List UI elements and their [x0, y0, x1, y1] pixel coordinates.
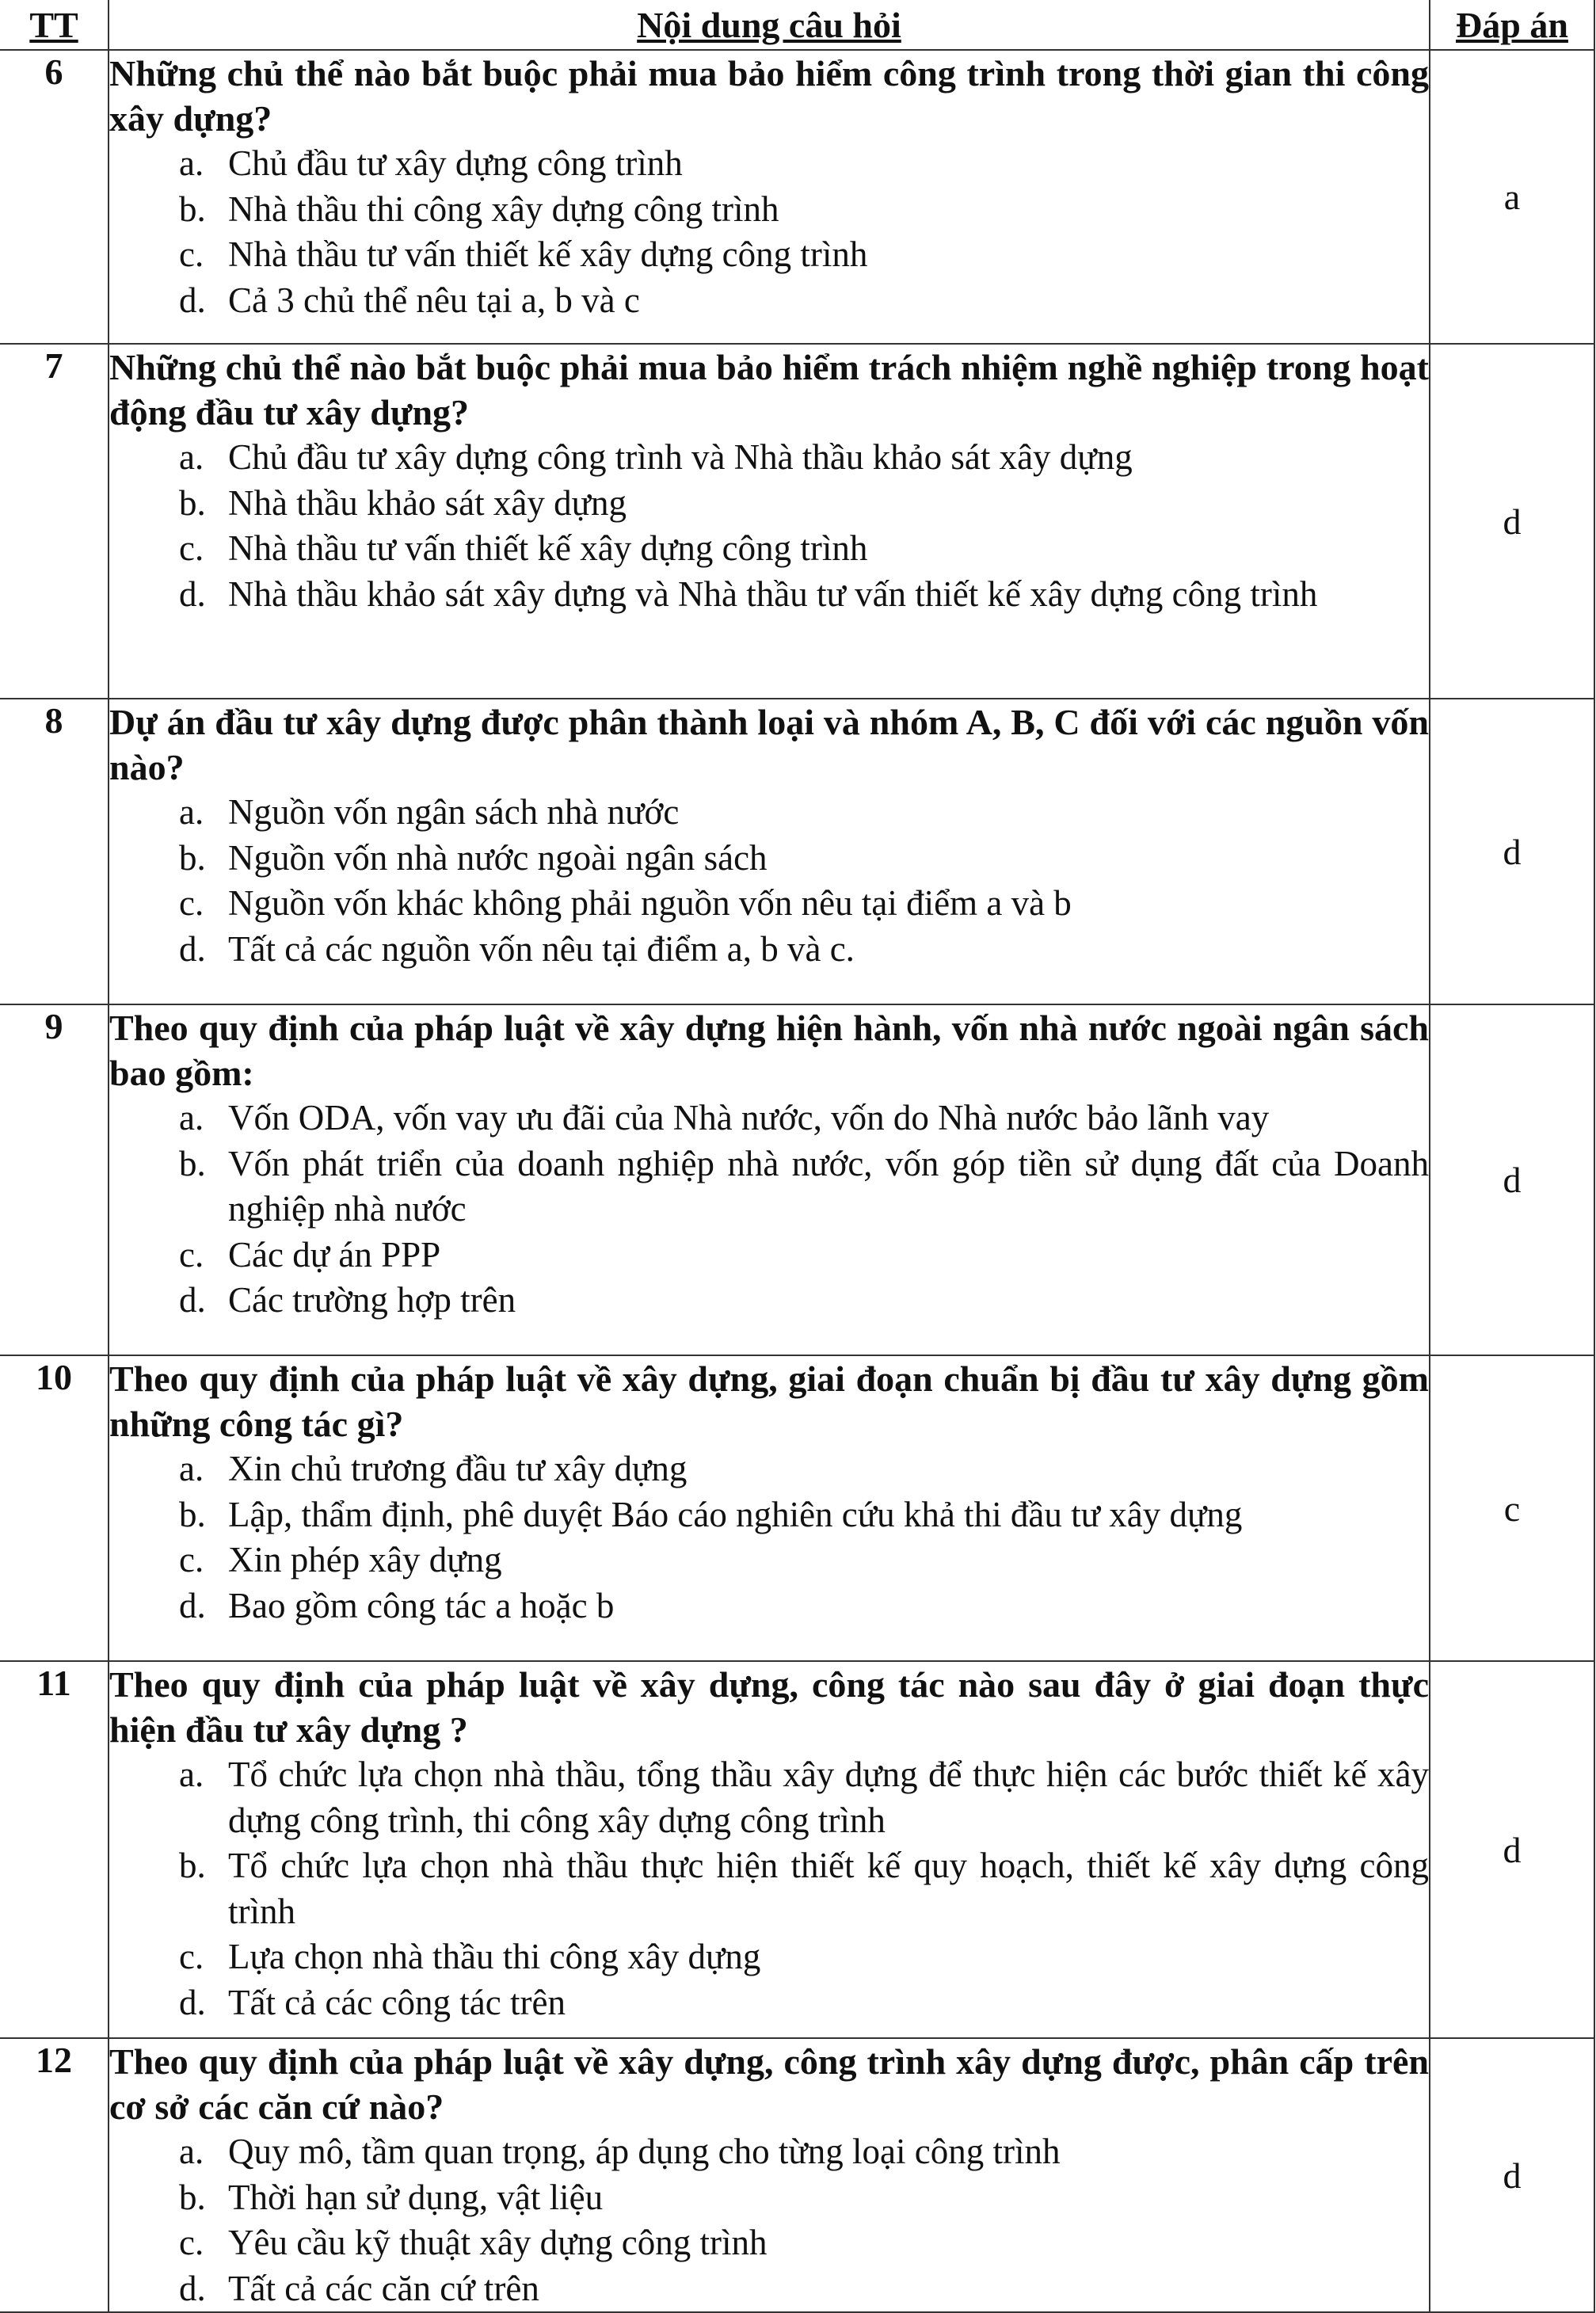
- option-list: [109, 1446, 1429, 1629]
- header-answer: Đáp án: [1430, 0, 1594, 50]
- option-text: Nguồn vốn khác không phải nguồn vốn nêu tại điểm a và b: [228, 883, 1072, 923]
- option-list: [109, 435, 1429, 617]
- option-label: b.: [179, 482, 206, 523]
- question-text: Những chủ thể nào bắt buộc phải mua bảo hiểm công trình trong thời gian thi công xây dựng?: [109, 53, 1429, 139]
- option-text: Tổ chức lựa chọn nhà thầu, tổng thầu xây dựng để thực hiện các bước thiết kế xây dựng công trình, thi công xây dựng công trình: [228, 1755, 1429, 1840]
- option-text: Tất cả các công tác trên: [228, 1982, 566, 2022]
- question-row: [0, 1355, 1594, 1661]
- option-item: [179, 1278, 1429, 1324]
- answer-cell: c: [1430, 1355, 1594, 1661]
- option-text: Các dự án PPP: [228, 1234, 441, 1275]
- option-item: [179, 1233, 1429, 1278]
- question-number: 11: [0, 1661, 109, 2038]
- option-item: [179, 881, 1429, 927]
- option-text: Nguồn vốn ngân sách nhà nước: [228, 792, 680, 832]
- option-label: a.: [179, 1755, 204, 1794]
- option-label: b.: [179, 2177, 206, 2217]
- question-content: [109, 2038, 1430, 2312]
- option-item: [179, 526, 1429, 572]
- question-number: 12: [0, 2038, 109, 2312]
- question-content: [109, 50, 1430, 344]
- option-label: a.: [179, 143, 204, 183]
- option-item: [179, 1492, 1429, 1538]
- option-text: Nhà thầu tư vấn thiết kế xây dựng công trình: [228, 528, 868, 568]
- option-text: Tổ chức lựa chọn nhà thầu thực hiện thiết kế quy hoạch, thiết kế xây dựng công trình: [228, 1846, 1429, 1931]
- option-label: b.: [179, 837, 206, 878]
- option-text: Tất cả các căn cứ trên: [228, 2268, 539, 2308]
- option-list: [109, 141, 1429, 323]
- option-label: d.: [179, 928, 206, 969]
- option-label: a.: [179, 1098, 204, 1137]
- option-item: [179, 1843, 1429, 1934]
- option-item: [179, 141, 1429, 187]
- option-item: [179, 2266, 1429, 2312]
- option-label: c.: [179, 2223, 204, 2262]
- question-content: [109, 1004, 1430, 1355]
- option-label: d.: [179, 1982, 206, 2022]
- option-item: [179, 1446, 1429, 1492]
- question-number: 9: [0, 1004, 109, 1355]
- option-label: a.: [179, 792, 204, 832]
- question-text: Theo quy định của pháp luật về xây dựng, giai đoạn chuẩn bị đầu tư xây dựng gồm những công tác gì?: [109, 1358, 1429, 1444]
- option-text: Lựa chọn nhà thầu thi công xây dựng: [228, 1937, 761, 1976]
- question-text: Theo quy định của pháp luật về xây dựng, công tác nào sau đây ở giai đoạn thực hiện đầu tư xây dựng ?: [109, 1664, 1429, 1750]
- option-text: Chủ đầu tư xây dựng công trình: [228, 143, 683, 183]
- option-label: c.: [179, 528, 204, 568]
- option-text: Nguồn vốn nhà nước ngoài ngân sách: [228, 837, 768, 878]
- option-text: Tất cả các nguồn vốn nêu tại điểm a, b và c.: [228, 928, 855, 969]
- question-text: Theo quy định của pháp luật về xây dựng hiện hành, vốn nhà nước ngoài ngân sách bao gồm:: [109, 1008, 1429, 1093]
- option-item: [179, 1752, 1429, 1843]
- option-label: a.: [179, 2132, 204, 2171]
- question-text: Những chủ thể nào bắt buộc phải mua bảo hiểm trách nhiệm nghề nghiệp trong hoạt động đầu tư xây dựng?: [109, 347, 1429, 432]
- option-list: [109, 1096, 1429, 1324]
- option-text: Lập, thẩm định, phê duyệt Báo cáo nghiên cứu khả thi đầu tư xây dựng: [228, 1494, 1243, 1534]
- option-text: Bao gồm công tác a hoặc b: [228, 1585, 615, 1625]
- answer-cell: d: [1430, 1004, 1594, 1355]
- question-row: [0, 344, 1594, 699]
- option-item: [179, 1583, 1429, 1629]
- option-item: [179, 2129, 1429, 2175]
- option-text: Nhà thầu tư vấn thiết kế xây dựng công trình: [228, 234, 868, 274]
- option-item: [179, 1141, 1429, 1233]
- option-label: b.: [179, 1143, 206, 1183]
- answer-cell: a: [1430, 50, 1594, 344]
- option-text: Chủ đầu tư xây dựng công trình và Nhà thầu khảo sát xây dựng: [228, 437, 1133, 477]
- option-text: Yêu cầu kỹ thuật xây dựng công trình: [228, 2223, 768, 2262]
- option-label: a.: [179, 437, 204, 477]
- question-number: 6: [0, 50, 109, 344]
- option-item: [179, 1934, 1429, 1980]
- option-label: d.: [179, 573, 206, 614]
- option-label: c.: [179, 1234, 204, 1275]
- option-item: [179, 278, 1429, 324]
- option-item: [179, 927, 1429, 973]
- option-item: [179, 2220, 1429, 2266]
- option-item: [179, 1980, 1429, 2026]
- option-list: [109, 790, 1429, 972]
- option-text: Quy mô, tầm quan trọng, áp dụng cho từng loại công trình: [228, 2132, 1061, 2171]
- option-label: d.: [179, 1585, 206, 1625]
- question-text: Theo quy định của pháp luật về xây dựng, công trình xây dựng được, phân cấp trên cơ sở các căn cứ nào?: [109, 2041, 1429, 2127]
- option-text: Thời hạn sử dụng, vật liệu: [228, 2177, 604, 2217]
- question-row: [0, 699, 1594, 1004]
- option-item: [179, 435, 1429, 481]
- option-item: [179, 1096, 1429, 1141]
- option-item: [179, 1538, 1429, 1583]
- option-list: [109, 2129, 1429, 2311]
- question-row: [0, 2038, 1594, 2312]
- option-label: b.: [179, 1494, 206, 1534]
- option-label: c.: [179, 234, 204, 274]
- table-header-row: [0, 0, 1594, 50]
- header-content: Nội dung câu hỏi: [109, 0, 1430, 50]
- option-label: d.: [179, 280, 206, 320]
- answer-cell: d: [1430, 344, 1594, 699]
- option-text: Các trường hợp trên: [228, 1280, 516, 1320]
- option-text: Nhà thầu khảo sát xây dựng và Nhà thầu tư vấn thiết kế xây dựng công trình: [228, 573, 1318, 614]
- option-item: [179, 836, 1429, 882]
- option-item: [179, 572, 1429, 618]
- question-row: [0, 1661, 1594, 2038]
- option-text: Xin phép xây dựng: [228, 1540, 502, 1579]
- option-label: c.: [179, 1540, 204, 1579]
- option-list: [109, 1752, 1429, 2025]
- option-text: Vốn phát triển của doanh nghiệp nhà nước, vốn góp tiền sử dụng đất của Doanh nghiệp nhà nước: [228, 1143, 1429, 1229]
- question-content: [109, 699, 1430, 1004]
- option-label: d.: [179, 2268, 206, 2308]
- question-row: [0, 1004, 1594, 1355]
- question-content: [109, 1661, 1430, 2038]
- answer-cell: d: [1430, 699, 1594, 1004]
- option-item: [179, 481, 1429, 527]
- option-text: Xin chủ trương đầu tư xây dựng: [228, 1449, 688, 1488]
- question-text: Dự án đầu tư xây dựng được phân thành loại và nhóm A, B, C đối với các nguồn vốn nào?: [109, 702, 1429, 787]
- option-item: [179, 232, 1429, 278]
- option-text: Nhà thầu khảo sát xây dựng: [228, 482, 627, 523]
- answer-cell: d: [1430, 1661, 1594, 2038]
- answer-cell: d: [1430, 2038, 1594, 2312]
- question-number: 7: [0, 344, 109, 699]
- question-row: [0, 50, 1594, 344]
- option-text: Vốn ODA, vốn vay ưu đãi của Nhà nước, vốn do Nhà nước bảo lãnh vay: [228, 1098, 1270, 1137]
- option-label: b.: [179, 189, 206, 229]
- question-content: [109, 1355, 1430, 1661]
- option-label: c.: [179, 883, 204, 923]
- option-label: d.: [179, 1280, 206, 1320]
- option-label: b.: [179, 1846, 206, 1885]
- option-text: Nhà thầu thi công xây dựng công trình: [228, 189, 779, 229]
- option-label: a.: [179, 1449, 204, 1488]
- option-item: [179, 187, 1429, 233]
- question-content: [109, 344, 1430, 699]
- question-number: 10: [0, 1355, 109, 1661]
- option-item: [179, 790, 1429, 836]
- question-number: 8: [0, 699, 109, 1004]
- option-label: c.: [179, 1937, 204, 1976]
- option-text: Cả 3 chủ thể nêu tại a, b và c: [228, 280, 640, 320]
- option-item: [179, 2175, 1429, 2221]
- header-tt: TT: [0, 0, 109, 50]
